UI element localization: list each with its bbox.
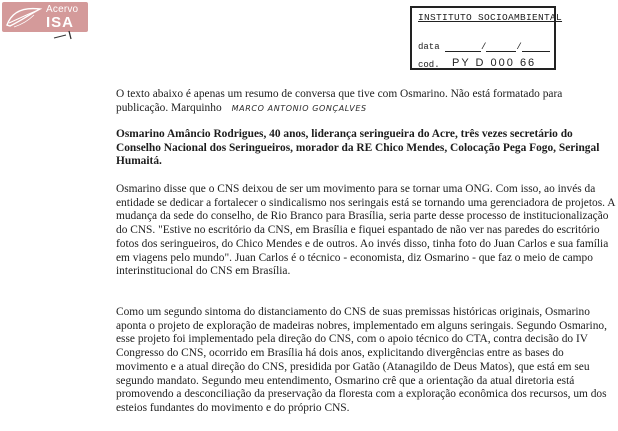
stamp-date-sep-2: / [516, 42, 522, 52]
stamp-cod-label: cod. [418, 60, 440, 70]
stamp-date-sep-1: / [481, 42, 487, 52]
heading-paragraph: Osmarino Amâncio Rodrigues, 40 anos, liderança seringueira do Acre, três vezes secretário do Conselho Nacional dos Seringueiros, morador da RE Chico Mendes, Colocação Pega Fogo, Seringal Humaitá. [116, 128, 600, 168]
intro-paragraph [116, 88, 616, 115]
logo-acervo-text: Acervo [46, 4, 79, 15]
institute-stamp [410, 6, 563, 70]
stamp-cod-value: PY D 000 66 [452, 57, 537, 69]
leaf-icon [4, 5, 44, 29]
intro-text: O texto abaixo é apenas um resumo de conversa que tive com Osmarino. Não está formatado para publicação. Marquinho [116, 88, 563, 114]
stamp-date-row [418, 42, 550, 52]
stamp-date-label: data [418, 42, 440, 52]
body-paragraph-1: Osmarino disse que o CNS deixou de ser um movimento para se tornar uma ONG. Com isso, ao invés da entidade se dedicar a fortalecer o sindicalismo nos seringais está se tornando uma gerenciadora de projetos. A mudança da sede do conselho, de Rio Branco para Brasília, seria parte desse processo de institucionalização do CNS. "Estive no escritório da CNS, em Brasília e fiquei espantado de não ver nas paredes do escritório fotos dos seringueiros, do Chico Mendes e de outros. Ao invés disso, tinha foto do Juan Carlos e sua família em viagens pelo mundo". Juan Carlos é o técnico - economista, diz Osmarino - que faz o meio de campo interinstitucional do CNS em Brasília. [116, 183, 615, 278]
stamp-title: INSTITUTO SOCIOAMBIENTAL [418, 12, 563, 23]
handwritten-name: MARCO ANTONIO GONÇALVES [231, 103, 367, 113]
handwritten-page-mark [52, 28, 82, 42]
logo-isa-text: ISA [46, 14, 75, 31]
body-paragraph-2: Como um segundo sintoma do distanciamento do CNS de suas premissas históricas originais, Osmarino aponta o projeto de exploração de madeiras nobres, implementado em alguns seringais. Segundo Osmarino, esse projeto foi implementado pela direção do CNS, com o apoio técnico do CTA, contra decisão do IV Congresso do CNS, ocorrido em Brasília há dois anos, explicitando divergências entre as bases do movimento e a atual direção do CNS, presidida por Gatão (Atanagildo de Deus Matos), que está em seu segundo mandato. Segundo meu entendimento, Osmarino crê que a orientação da atual diretoria está promovendo a desconciliação da preservação da floresta com a exploração econômica dos recursos, um dos esteios fundantes do movimento e do próprio CNS. [116, 306, 607, 414]
